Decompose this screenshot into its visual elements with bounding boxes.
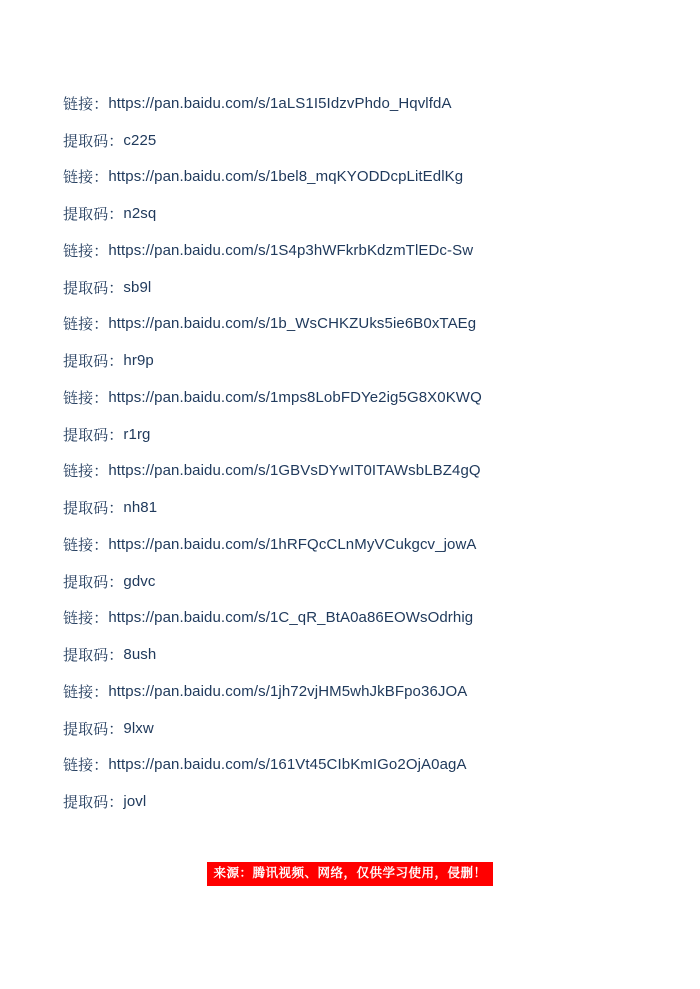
link-line: [63, 159, 660, 196]
link-line: [63, 526, 660, 563]
link-label: 链接：: [63, 610, 109, 628]
extract-code: n2sq: [123, 205, 157, 223]
code-label: 提取码：: [63, 720, 124, 738]
pan-link-url[interactable]: https://pan.baidu.com/s/1aLS1I5IdzvPhdo_HqvlfdA: [108, 94, 452, 112]
link-label: 链接：: [63, 169, 109, 187]
code-line: [63, 489, 660, 526]
link-line: [63, 453, 660, 490]
link-line: [63, 379, 660, 416]
link-line: [63, 600, 660, 637]
link-label: 链接：: [63, 242, 109, 260]
code-line: [63, 783, 660, 820]
pan-link-url[interactable]: https://pan.baidu.com/s/1S4p3hWFkrbKdzmTlEDc-Sw: [108, 241, 474, 259]
code-line: [63, 416, 660, 453]
link-line: [63, 306, 660, 343]
pan-link-url[interactable]: https://pan.baidu.com/s/1mps8LobFDYe2ig5G8X0KWQ: [108, 388, 482, 406]
pan-link-url[interactable]: https://pan.baidu.com/s/1b_WsCHKZUks5ie6B0xTAEg: [108, 315, 477, 333]
extract-code: sb9l: [123, 278, 152, 296]
code-label: 提取码：: [63, 353, 124, 371]
pan-link-url[interactable]: https://pan.baidu.com/s/1jh72vjHM5whJkBFpo36JOA: [108, 682, 468, 700]
code-line: [63, 636, 660, 673]
link-line: [63, 747, 660, 784]
link-label: 链接：: [63, 316, 109, 334]
link-line: [63, 85, 660, 122]
code-line: [63, 269, 660, 306]
code-label: 提取码：: [63, 794, 124, 812]
link-label: 链接：: [63, 683, 109, 701]
extract-code: c225: [123, 131, 157, 149]
code-label: 提取码：: [63, 573, 124, 591]
pan-link-url[interactable]: https://pan.baidu.com/s/1GBVsDYwIT0ITAWsbLBZ4gQ: [108, 462, 481, 480]
extract-code: nh81: [123, 499, 158, 517]
link-label: 链接：: [63, 389, 109, 407]
code-label: 提取码：: [63, 206, 124, 224]
extract-code: jovl: [123, 793, 147, 811]
link-label: 链接：: [63, 95, 109, 113]
code-line: [63, 122, 660, 159]
link-line: [63, 673, 660, 710]
pan-link-url[interactable]: https://pan.baidu.com/s/1bel8_mqKYODDcpLitEdlKg: [108, 168, 464, 186]
code-label: 提取码：: [63, 132, 124, 150]
pan-link-url[interactable]: https://pan.baidu.com/s/1hRFQcCLnMyVCukgcv_jowA: [108, 535, 477, 553]
code-label: 提取码：: [63, 279, 124, 297]
link-label: 链接：: [63, 757, 109, 775]
link-line: [63, 232, 660, 269]
code-line: [63, 563, 660, 600]
source-disclaimer-banner: 来源：腾讯视频、网络，仅供学习使用，侵删！: [207, 862, 492, 886]
link-label: 链接：: [63, 463, 109, 481]
link-label: 链接：: [63, 536, 109, 554]
extract-code: 8ush: [123, 646, 157, 664]
code-label: 提取码：: [63, 647, 124, 665]
code-line: [63, 710, 660, 747]
code-label: 提取码：: [63, 426, 124, 444]
code-line: [63, 195, 660, 232]
footer-banner-row: [0, 862, 700, 886]
pan-link-url[interactable]: https://pan.baidu.com/s/1C_qR_BtA0a86EOWsOdrhig: [108, 609, 474, 627]
extract-code: 9lxw: [123, 719, 154, 737]
code-line: [63, 342, 660, 379]
extract-code: gdvc: [123, 572, 156, 590]
extract-code: r1rg: [123, 425, 151, 443]
pan-link-url[interactable]: https://pan.baidu.com/s/161Vt45CIbKmIGo2OjA0agA: [108, 756, 467, 774]
extract-code: hr9p: [123, 352, 154, 370]
code-label: 提取码：: [63, 500, 124, 518]
